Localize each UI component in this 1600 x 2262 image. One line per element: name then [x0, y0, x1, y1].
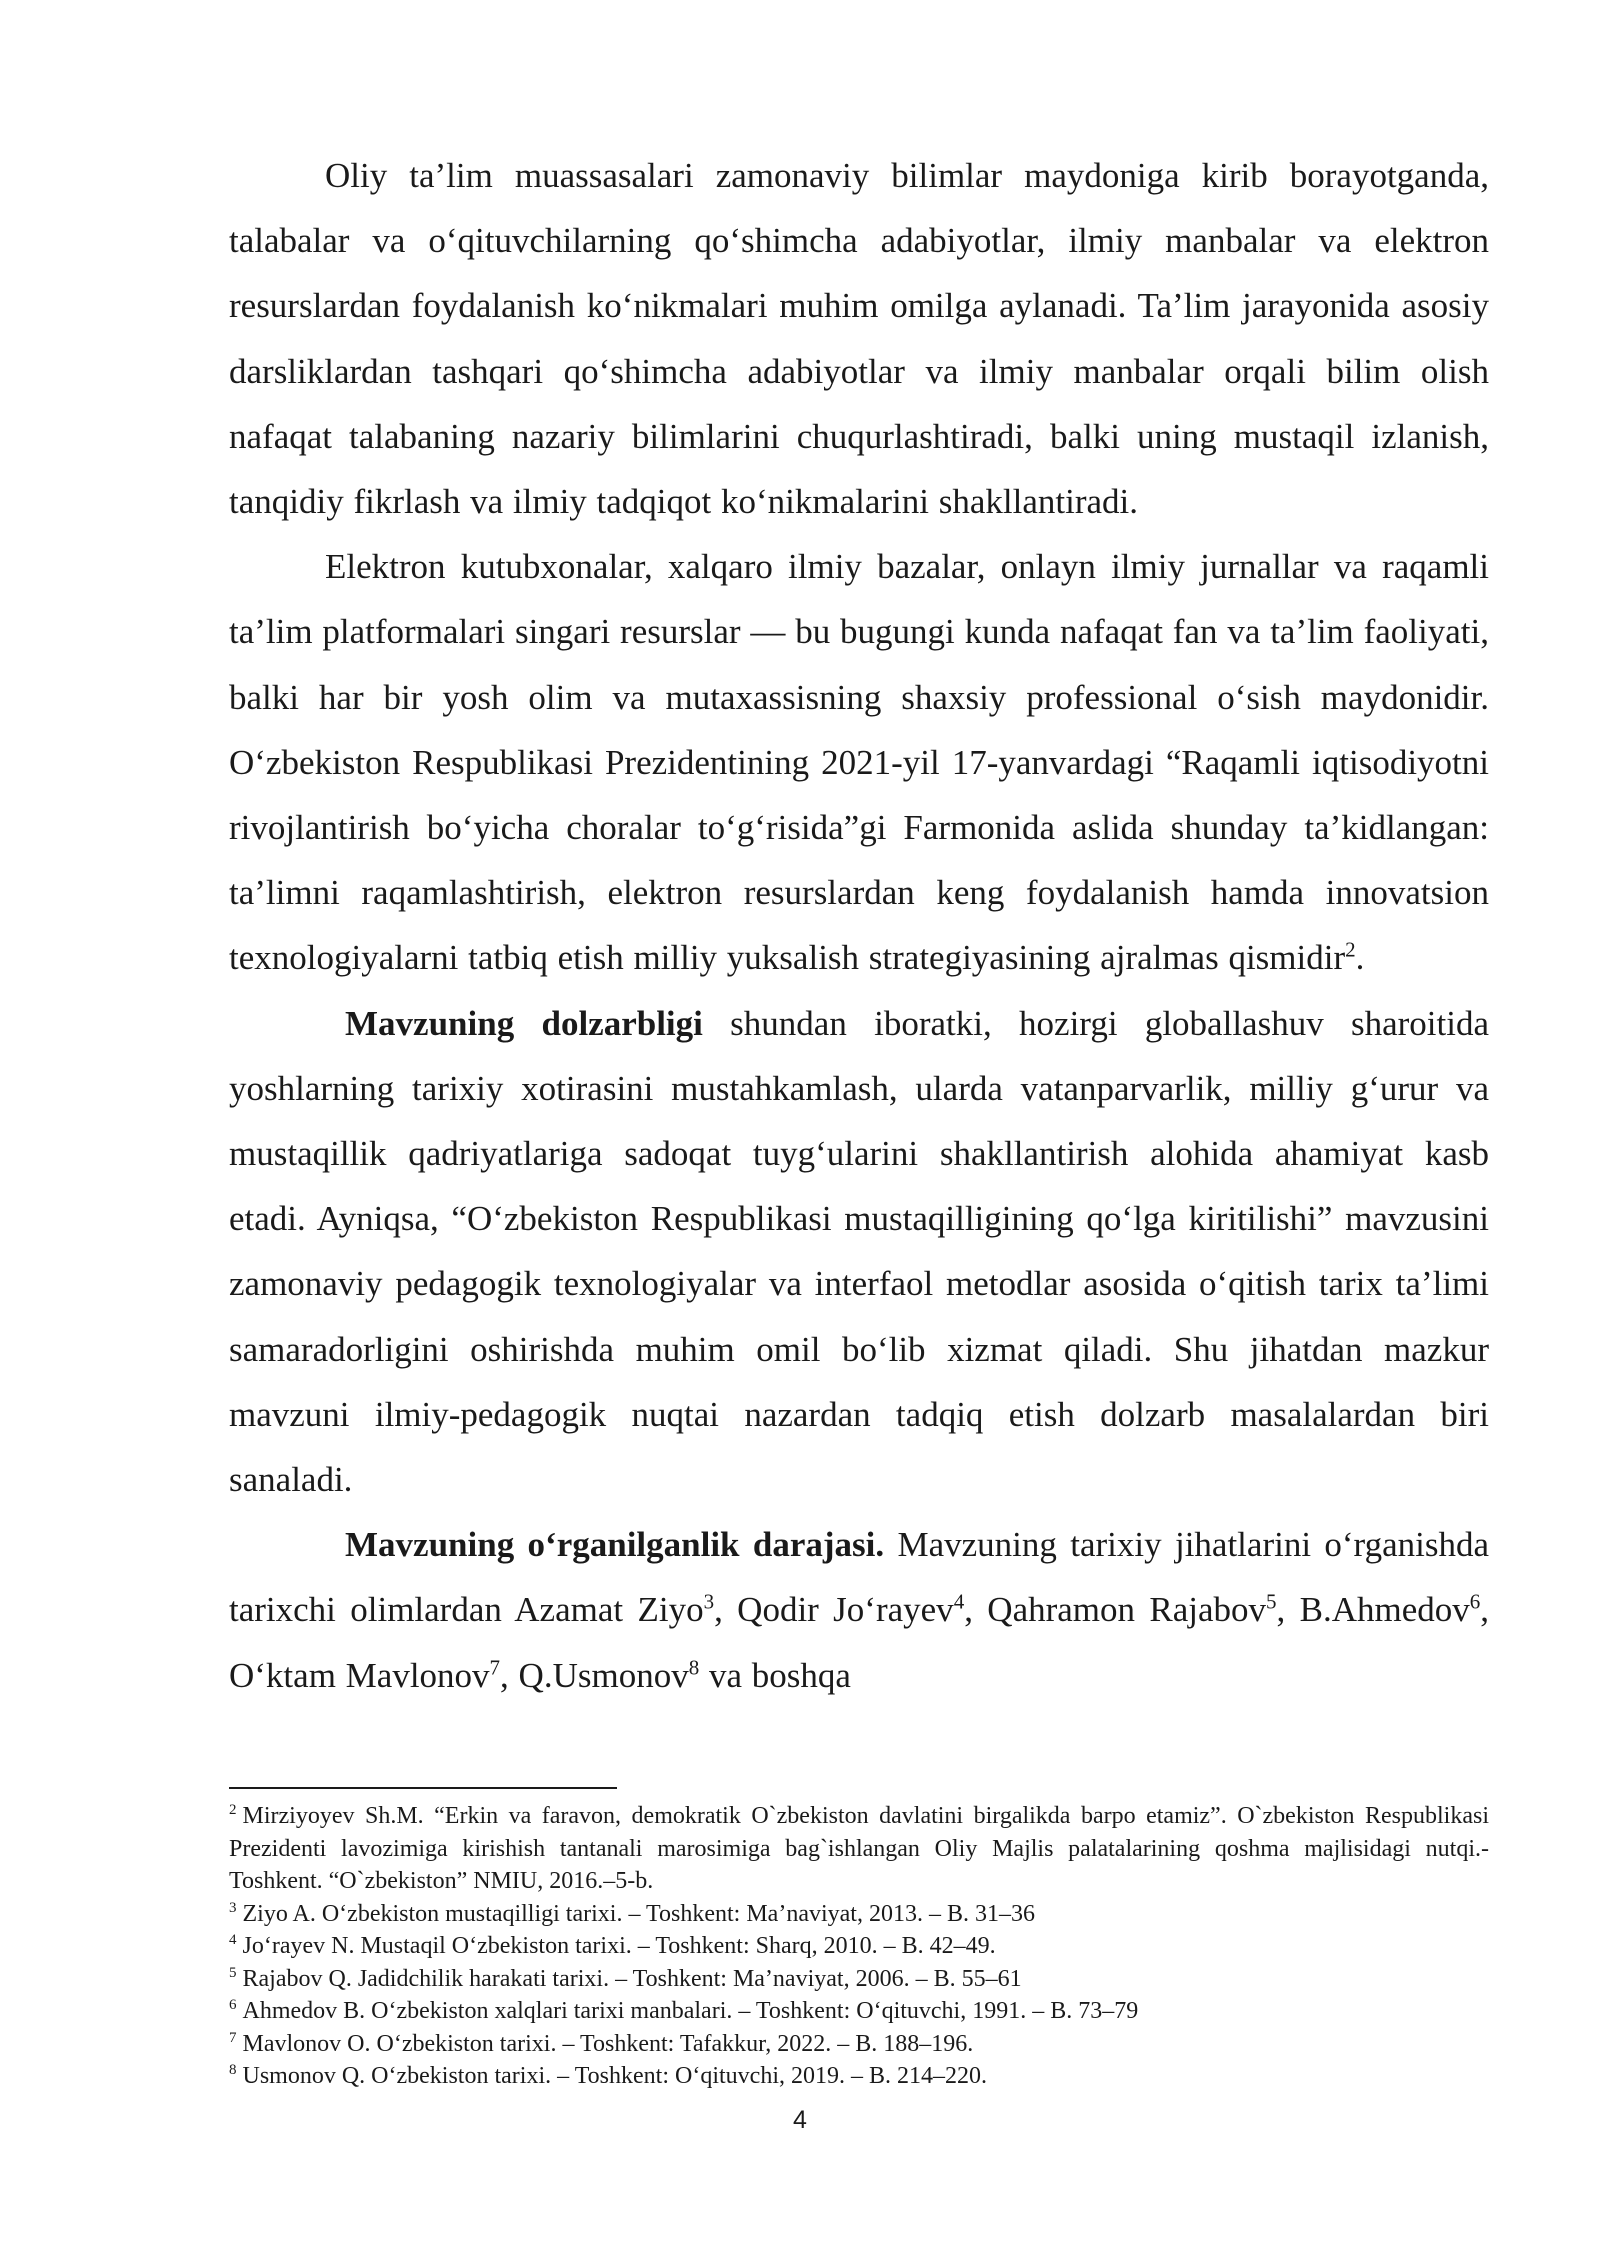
footnote-number: 6: [229, 1997, 237, 2013]
footnote-5: [229, 1963, 1489, 1996]
paragraph-4-text: va boshqa: [699, 1655, 851, 1695]
footnote-text: Mirziyoyev Sh.M. “Erkin va faravon, demokratik O`zbekiston davlatini birgalikda barpo etamiz”. O`zbekiston Respublikasi Prezidenti lavozimiga kirishish tantanali marosimiga bag`ishlangan Oliy Majlis palatalarining qoshma majlisidagi nutqi.- Toshkent. “O`zbekiston” NMIU, 2016.–5-b.: [229, 1803, 1489, 1894]
footnote-ref-5[interactable]: 5: [1266, 1589, 1277, 1614]
footnote-text: Jo‘rayev N. Mustaqil O‘zbekiston tarixi. – Toshkent: Sharq, 2010. – B. 42–49.: [242, 1933, 996, 1959]
footnotes: [229, 1800, 1489, 2093]
footnote-text: Usmonov Q. O‘zbekiston tarixi. – Toshkent: O‘qituvchi, 2019. – B. 214–220.: [242, 2063, 987, 2089]
paragraph-2-text: Elektron kutubxonalar, xalqaro ilmiy bazalar, onlayn ilmiy jurnallar va raqamli ta’lim platformalari singari resurslar — bu bugungi kunda nafaqat fan va ta’lim faoliyati, balki har bir yosh olim va mutaxassisning shaxsiy professional o‘sish maydonidir. O‘zbekiston Respublikasi Prezidentining 2021-yil 17-yanvardagi “Raqamli iqtisodiyotni rivojlantirish bo‘yicha choralar to‘g‘risida”gi Farmonida aslida shunday ta’kidlangan: ta’limni raqamlashtirish, elektron resurslardan keng foydalanish hamda innovatsion texnologiyalarni tatbiq etish milliy yuksalish strategiyasining ajralmas qismidir: [229, 547, 1489, 978]
paragraph-2: [229, 534, 1489, 990]
document-body: [229, 143, 1489, 1708]
footnote-text: Mavlonov O. O‘zbekiston tarixi. – Toshkent: Tafakkur, 2022. – B. 188–196.: [242, 2030, 974, 2057]
footnote-text: Rajabov Q. Jadidchilik harakati tarixi. – Toshkent: Ma’naviyat, 2006. – B. 55–61: [242, 1965, 1022, 1992]
page-number: 4: [793, 2106, 807, 2134]
footnote-text: Ziyo A. O‘zbekiston mustaqilligi tarixi. – Toshkent: Ma’naviyat, 2013. – B. 31–36: [242, 1900, 1035, 1927]
footnote-2: [229, 1800, 1489, 1898]
paragraph-4-text: , B.Ahmedov: [1276, 1590, 1470, 1630]
paragraph-3: [229, 991, 1489, 1513]
footnote-ref-4[interactable]: 4: [953, 1589, 965, 1614]
footnote-ref-7[interactable]: 7: [489, 1655, 501, 1680]
footnote-ref-8[interactable]: 8: [688, 1655, 700, 1680]
footnote-separator: [229, 1787, 617, 1789]
footnote-6: [229, 1995, 1489, 2028]
paragraph-4-text: , Qahramon Rajabov: [964, 1590, 1266, 1630]
footnote-ref-6[interactable]: 6: [1469, 1589, 1481, 1614]
footnote-number: 7: [229, 2029, 237, 2046]
paragraph-4-heading: Mavzuning o‘rganilganlik darajasi.: [345, 1525, 885, 1565]
footnote-7: [229, 2028, 1489, 2061]
paragraph-1: [229, 143, 1489, 534]
footnote-number: 8: [229, 2062, 237, 2078]
footnote-3: [229, 1898, 1489, 1931]
paragraph-4: [229, 1512, 1489, 1708]
footnote-text: Ahmedov B. O‘zbekiston xalqlari tarixi manbalari. – Toshkent: O‘qituvchi, 1991. – B. 73–79: [242, 1998, 1139, 2024]
footnote-8: [229, 2060, 1489, 2093]
footnote-number: 4: [229, 1932, 237, 1948]
paragraph-2-end: .: [1355, 938, 1365, 978]
footnote-ref-2[interactable]: 2: [1345, 937, 1356, 962]
paragraph-4-text: , O‘ktam Mavlonov: [229, 1590, 1489, 1695]
paragraph-3-text: shundan iboratki, hozirgi globallashuv sharoitida yoshlarning tarixiy xotirasini mustahkamlash, ularda vatanparvarlik, milliy g‘urur va mustaqillik qadriyatlariga sadoqat tuyg‘ularini shakllantirish alohida ahamiyat kasb etadi. Ayniqsa, “O‘zbekiston Respublikasi mustaqilligining qo‘lga kiritilishi” mavzusini zamonaviy pedagogik texnologiyalar va interfaol metodlar asosida o‘qitish tarix ta’limi samaradorligini oshirishda muhim omil bo‘lib xizmat qiladi. Shu jihatdan mazkur mavzuni ilmiy-pedagogik nuqtai nazardan tadqiq etish dolzarb masalalardan biri sanaladi.: [229, 1003, 1490, 1500]
footnote-number: 5: [229, 1964, 237, 1981]
footnote-number: 2: [229, 1802, 237, 1818]
paragraph-3-heading: Mavzuning dolzarbligi: [345, 1003, 703, 1043]
footnote-ref-3[interactable]: 3: [703, 1589, 715, 1614]
footnote-number: 3: [229, 1899, 237, 1916]
paragraph-4-text: , Q.Usmonov: [500, 1655, 689, 1695]
paragraph-4-text: , Qodir Jo‘rayev: [714, 1590, 954, 1630]
paragraph-1-text: Oliy ta’lim muassasalari zamonaviy bilimlar maydoniga kirib borayotganda, talabalar va o‘qituvchilarning qo‘shimcha adabiyotlar, ilmiy manbalar va elektron resurslardan foydalanish ko‘nikmalari muhim omilga aylanadi. Ta’lim jarayonida asosiy darsliklardan tashqari qo‘shimcha adabiyotlar va ilmiy manbalar orqali bilim olish nafaqat talabaning nazariy bilimlarini chuqurlashtiradi, balki uning mustaqil izlanish, tanqidiy fikrlash va ilmiy tadqiqot ko‘nikmalarini shakllantiradi.: [229, 156, 1489, 522]
footnote-4: [229, 1930, 1489, 1963]
paragraph-4-text: Mavzuning tarixiy jihatlarini o‘rganishda tarixchi olimlardan Azamat Ziyo: [229, 1525, 1489, 1630]
